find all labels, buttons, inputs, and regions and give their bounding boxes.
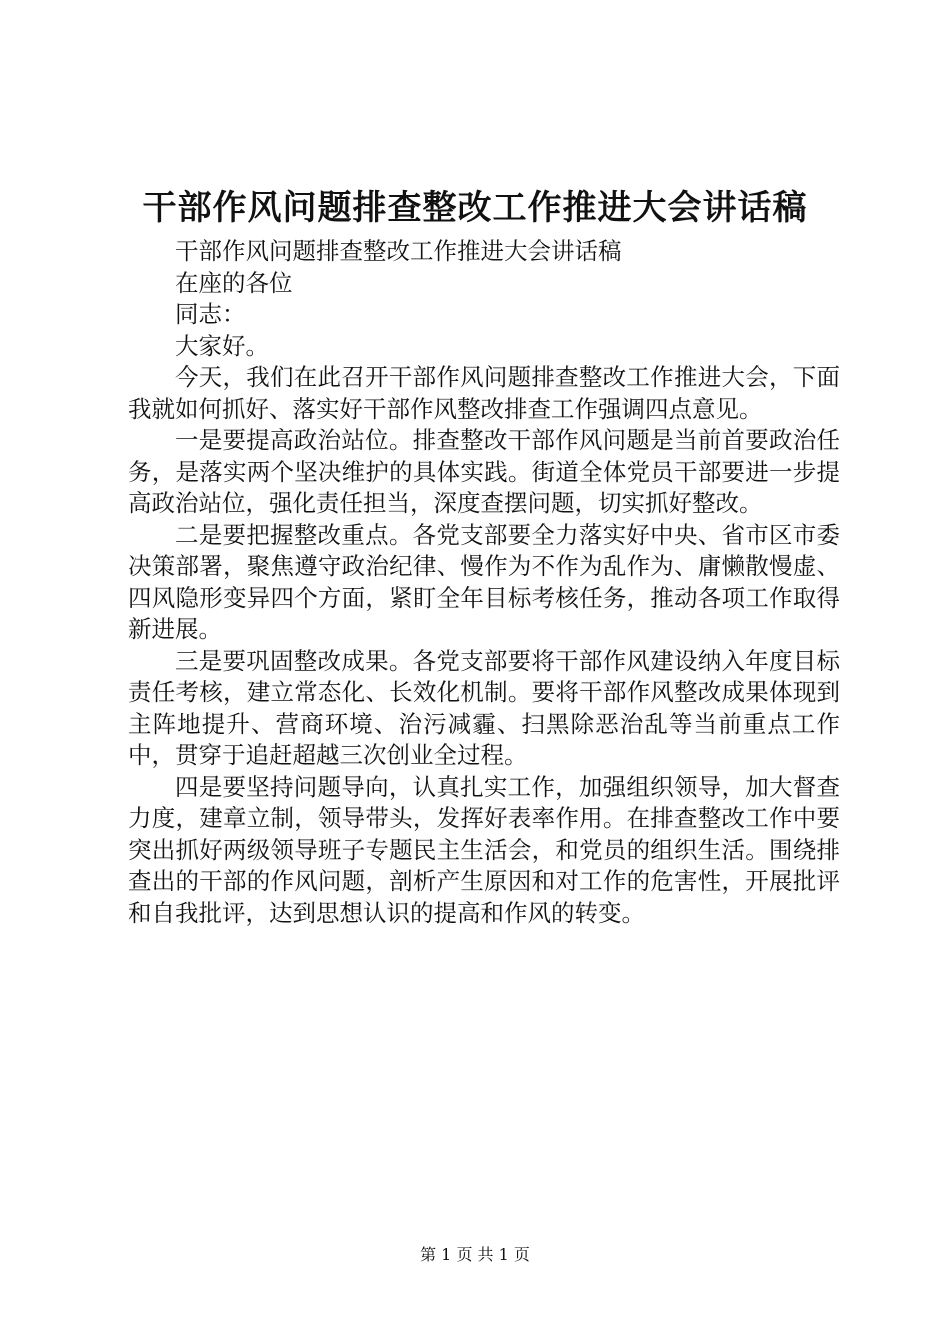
- body-paragraph: 大家好。: [175, 331, 269, 360]
- document-body: [128, 236, 840, 929]
- body-paragraph: 二是要把握整改重点。各党支部要全力落实好中央、省市区市委决策部署，聚焦遵守政治纪律、慢作为不作为乱作为、庸懒散慢虚、四风隐形变异四个方面，紧盯全年目标考核任务，推动各项工作取得新进展。: [128, 520, 840, 643]
- document-title: 干部作风问题排查整改工作推进大会讲话稿: [142, 188, 808, 228]
- body-paragraph: 三是要巩固整改成果。各党支部要将干部作风建设纳入年度目标责任考核，建立常态化、长效化机制。要将干部作风整改成果体现到主阵地提升、营商环境、治污减霾、扫黑除恶治乱等当前重点工作中，贯穿于追赶超越三次创业全过程。: [128, 646, 840, 769]
- body-paragraph: 干部作风问题排查整改工作推进大会讲话稿: [175, 237, 622, 265]
- body-paragraph: 一是要提高政治站位。排查整改干部作风问题是当前首要政治任务，是落实两个坚决维护的具体实践。街道全体党员干部要进一步提高政治站位，强化责任担当，深度查摆问题，切实抓好整改。: [128, 426, 840, 517]
- page-footer: 第 1 页 共 1 页: [420, 1245, 530, 1264]
- body-paragraph: 今天，我们在此召开干部作风问题排查整改工作推进大会，下面我就如何抓好、落实好干部作风整改排查工作强调四点意见。: [128, 363, 840, 423]
- body-paragraph: 四是要坚持问题导向，认真扎实工作，加强组织领导，加大督查力度，建章立制，领导带头，发挥好表率作用。在排查整改工作中要突出抓好两级领导班子专题民主生活会，和党员的组织生活。围绕排查出的干部的作风问题，剖析产生原因和对工作的危害性，开展批评和自我批评，达到思想认识的提高和作风的转变。: [128, 772, 840, 927]
- body-paragraph: 同志：: [175, 300, 246, 328]
- body-paragraph: 在座的各位: [175, 268, 293, 297]
